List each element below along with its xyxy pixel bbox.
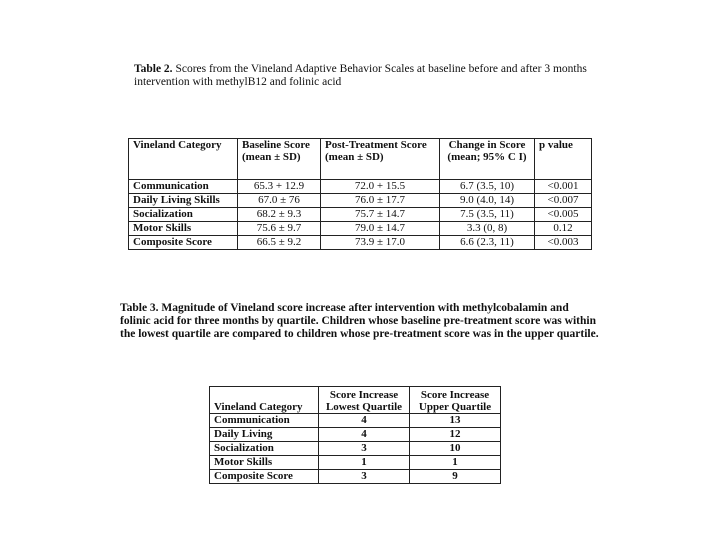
- table2-caption-text: Scores from the Vineland Adaptive Behavior Scales at baseline before and after 3 months intervention with methylB12 and folinic acid: [134, 63, 587, 88]
- row-post: 73.9 ± 17.0: [321, 236, 440, 250]
- row-category: Daily Living Skills: [129, 194, 238, 208]
- table2-header-change: Change in Score (mean; 95% C I): [440, 139, 535, 180]
- row-post: 72.0 + 15.5: [321, 180, 440, 194]
- table2-label: Table 2.: [134, 63, 173, 75]
- table2-caption: [134, 63, 604, 89]
- table3-header-row: [210, 387, 501, 414]
- table-row: [210, 442, 501, 456]
- row-lowest-quartile: 4: [319, 414, 410, 428]
- row-category: Communication: [129, 180, 238, 194]
- row-category: Socialization: [129, 208, 238, 222]
- row-change: 7.5 (3.5, 11): [440, 208, 535, 222]
- row-post: 75.7 ± 14.7: [321, 208, 440, 222]
- row-baseline: 66.5 ± 9.2: [238, 236, 321, 250]
- table2-header-category: Vineland Category: [129, 139, 238, 180]
- row-baseline: 68.2 ± 9.3: [238, 208, 321, 222]
- row-p-value: <0.007: [535, 194, 592, 208]
- row-change: 3.3 (0, 8): [440, 222, 535, 236]
- table2-header-baseline: Baseline Score (mean ± SD): [238, 139, 321, 180]
- row-upper-quartile: 1: [410, 456, 501, 470]
- row-category: Motor Skills: [129, 222, 238, 236]
- table-row: [210, 428, 501, 442]
- row-post: 79.0 ± 14.7: [321, 222, 440, 236]
- row-lowest-quartile: 4: [319, 428, 410, 442]
- table-row: [129, 208, 592, 222]
- row-category: Daily Living: [210, 428, 319, 442]
- row-p-value: <0.003: [535, 236, 592, 250]
- table-row: [210, 456, 501, 470]
- table3-header-lowest: Score Increase Lowest Quartile: [319, 387, 410, 414]
- quartile-increase-table: [209, 386, 501, 484]
- row-baseline: 65.3 + 12.9: [238, 180, 321, 194]
- row-change: 9.0 (4.0, 14): [440, 194, 535, 208]
- table-row: [129, 222, 592, 236]
- vineland-scores-table: [128, 138, 592, 250]
- row-category: Composite Score: [129, 236, 238, 250]
- row-baseline: 75.6 ± 9.7: [238, 222, 321, 236]
- table2-header-post: Post-Treatment Score (mean ± SD): [321, 139, 440, 180]
- row-change: 6.6 (2.3, 11): [440, 236, 535, 250]
- row-upper-quartile: 9: [410, 470, 501, 484]
- row-lowest-quartile: 3: [319, 442, 410, 456]
- row-change: 6.7 (3.5, 10): [440, 180, 535, 194]
- table-row: [210, 414, 501, 428]
- table3-header-category: Vineland Category: [210, 387, 319, 414]
- row-upper-quartile: 13: [410, 414, 501, 428]
- row-lowest-quartile: 1: [319, 456, 410, 470]
- row-category: Composite Score: [210, 470, 319, 484]
- row-category: Socialization: [210, 442, 319, 456]
- row-category: Communication: [210, 414, 319, 428]
- row-upper-quartile: 12: [410, 428, 501, 442]
- row-p-value: <0.001: [535, 180, 592, 194]
- table2-header-row: [129, 139, 592, 180]
- row-category: Motor Skills: [210, 456, 319, 470]
- table-row: [210, 470, 501, 484]
- table-row: [129, 194, 592, 208]
- row-p-value: 0.12: [535, 222, 592, 236]
- row-baseline: 67.0 ± 76: [238, 194, 321, 208]
- table3-header-upper: Score Increase Upper Quartile: [410, 387, 501, 414]
- table-row: [129, 180, 592, 194]
- table2-header-p: p value: [535, 139, 592, 180]
- table3-caption: Table 3. Magnitude of Vineland score increase after intervention with methylcobalamin and folinic acid for three months by quartile. Children whose baseline pre-treatment score was within the lowest quartile are compared to children whose pre-treatment score was in the upper quartile.: [120, 302, 599, 340]
- table-row: [129, 236, 592, 250]
- row-lowest-quartile: 3: [319, 470, 410, 484]
- row-upper-quartile: 10: [410, 442, 501, 456]
- row-post: 76.0 ± 17.7: [321, 194, 440, 208]
- row-p-value: <0.005: [535, 208, 592, 222]
